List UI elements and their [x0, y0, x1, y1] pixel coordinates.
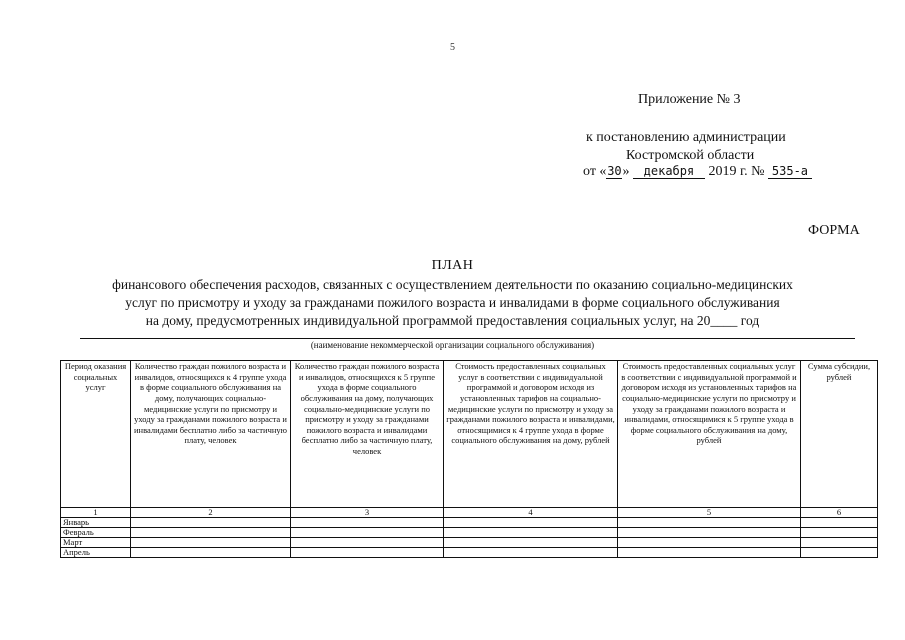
- table-cell[interactable]: [131, 518, 291, 528]
- table-cell[interactable]: [131, 548, 291, 558]
- column-number: 4: [444, 508, 618, 518]
- table-cell[interactable]: [291, 518, 444, 528]
- table-cell[interactable]: [444, 548, 618, 558]
- table-cell[interactable]: [131, 528, 291, 538]
- plan-table: [60, 360, 878, 558]
- table-row: [61, 528, 878, 538]
- date-day: 30: [607, 164, 622, 178]
- table-header-row: [61, 361, 878, 508]
- month-label: Апрель: [61, 548, 131, 558]
- form-label: ФОРМА: [808, 223, 860, 238]
- plan-subtitle-line: на дому, предусмотренных индивидуальной программой предоставления социальных услуг, на 20____ год: [145, 313, 760, 328]
- month-label: Январь: [61, 518, 131, 528]
- header-period: Период оказания социальных услуг: [61, 361, 131, 508]
- table-cell[interactable]: [801, 548, 878, 558]
- table-cell[interactable]: [801, 538, 878, 548]
- date-month: декабря: [633, 164, 705, 179]
- column-number: 2: [131, 508, 291, 518]
- table-cell[interactable]: [131, 538, 291, 548]
- plan-subtitle-line: финансового обеспечения расходов, связанных с осуществлением деятельности по оказанию социально-медицинских: [112, 277, 793, 292]
- table-row: [61, 518, 878, 528]
- page-number: 5: [450, 42, 455, 53]
- appendix-label: Приложение № 3: [638, 92, 741, 107]
- org-name-caption: (наименование некоммерческой организации социального обслуживания): [310, 340, 595, 350]
- column-number: 5: [618, 508, 801, 518]
- table-cell[interactable]: [618, 518, 801, 528]
- header-count-group4: Количество граждан пожилого возраста и инвалидов, относящихся к 4 группе ухода в форме социального обслуживания на дому, получающих социально-медицинские услуги по присмотру и уходу за гражданами пожилого возраста и инвалидами бесплатно либо за частичную плату, человек: [131, 361, 291, 508]
- table-cell[interactable]: [444, 528, 618, 538]
- table-cell[interactable]: [801, 528, 878, 538]
- date-prefix: от «: [583, 164, 607, 179]
- table-cell[interactable]: [291, 548, 444, 558]
- column-number: 3: [291, 508, 444, 518]
- column-number-row: [61, 508, 878, 518]
- table-cell[interactable]: [618, 528, 801, 538]
- header-cost-group5: Стоимость предоставленных социальных услуг в соответствии с индивидуальной программой и договором исходя из установленных тарифов на социально-медицинские услуги по присмотру и уходу за гражданами пожилого возраста и инвалидами, относящимися к 5 группе ухода в форме социального обслуживания на дому, рублей: [618, 361, 801, 508]
- table-cell[interactable]: [444, 538, 618, 548]
- plan-subtitle-line: услуг по присмотру и уходу за гражданами пожилого возраста и инвалидами в форме социального обслуживания: [125, 295, 780, 310]
- header-count-group5: Количество граждан пожилого возраста и инвалидов, относящихся к 5 группе ухода в форме социального обслуживания на дому, получающих социально-медицинские услуги по присмотру и уходу за гражданами пожилого возраста и инвалидами бесплатно либо за частичную плату, человек: [291, 361, 444, 508]
- plan-title: ПЛАН: [431, 258, 474, 273]
- table-row: [61, 538, 878, 548]
- table-cell[interactable]: [618, 548, 801, 558]
- table-cell[interactable]: [291, 528, 444, 538]
- table-cell[interactable]: [801, 518, 878, 528]
- header-subsidy-sum: Сумма субсидии, рублей: [801, 361, 878, 508]
- month-label: Март: [61, 538, 131, 548]
- column-number: 6: [801, 508, 878, 518]
- table-cell[interactable]: [444, 518, 618, 528]
- resolution-ref-line1: к постановлению администрации: [586, 130, 786, 145]
- month-label: Февраль: [61, 528, 131, 538]
- table-cell[interactable]: [291, 538, 444, 548]
- resolution-ref-line2: Костромской области: [626, 148, 755, 163]
- header-cost-group4: Стоимость предоставленных социальных услуг в соответствии с индивидуальной программой и договором исходя из установленных тарифов на социально-медицинские услуги по присмотру и уходу за гражданами пожилого возраста и инвалидами, относящимися к 4 группе ухода в форме социального обслуживания на дому, рублей: [444, 361, 618, 508]
- date-year: 2019 г. №: [708, 164, 765, 179]
- table-row: [61, 548, 878, 558]
- date-day-close: »: [622, 164, 630, 179]
- resolution-date-line: [583, 164, 812, 180]
- table-cell[interactable]: [618, 538, 801, 548]
- column-number: 1: [61, 508, 131, 518]
- resolution-number: 535-а: [768, 164, 812, 179]
- org-name-rule: [80, 338, 855, 339]
